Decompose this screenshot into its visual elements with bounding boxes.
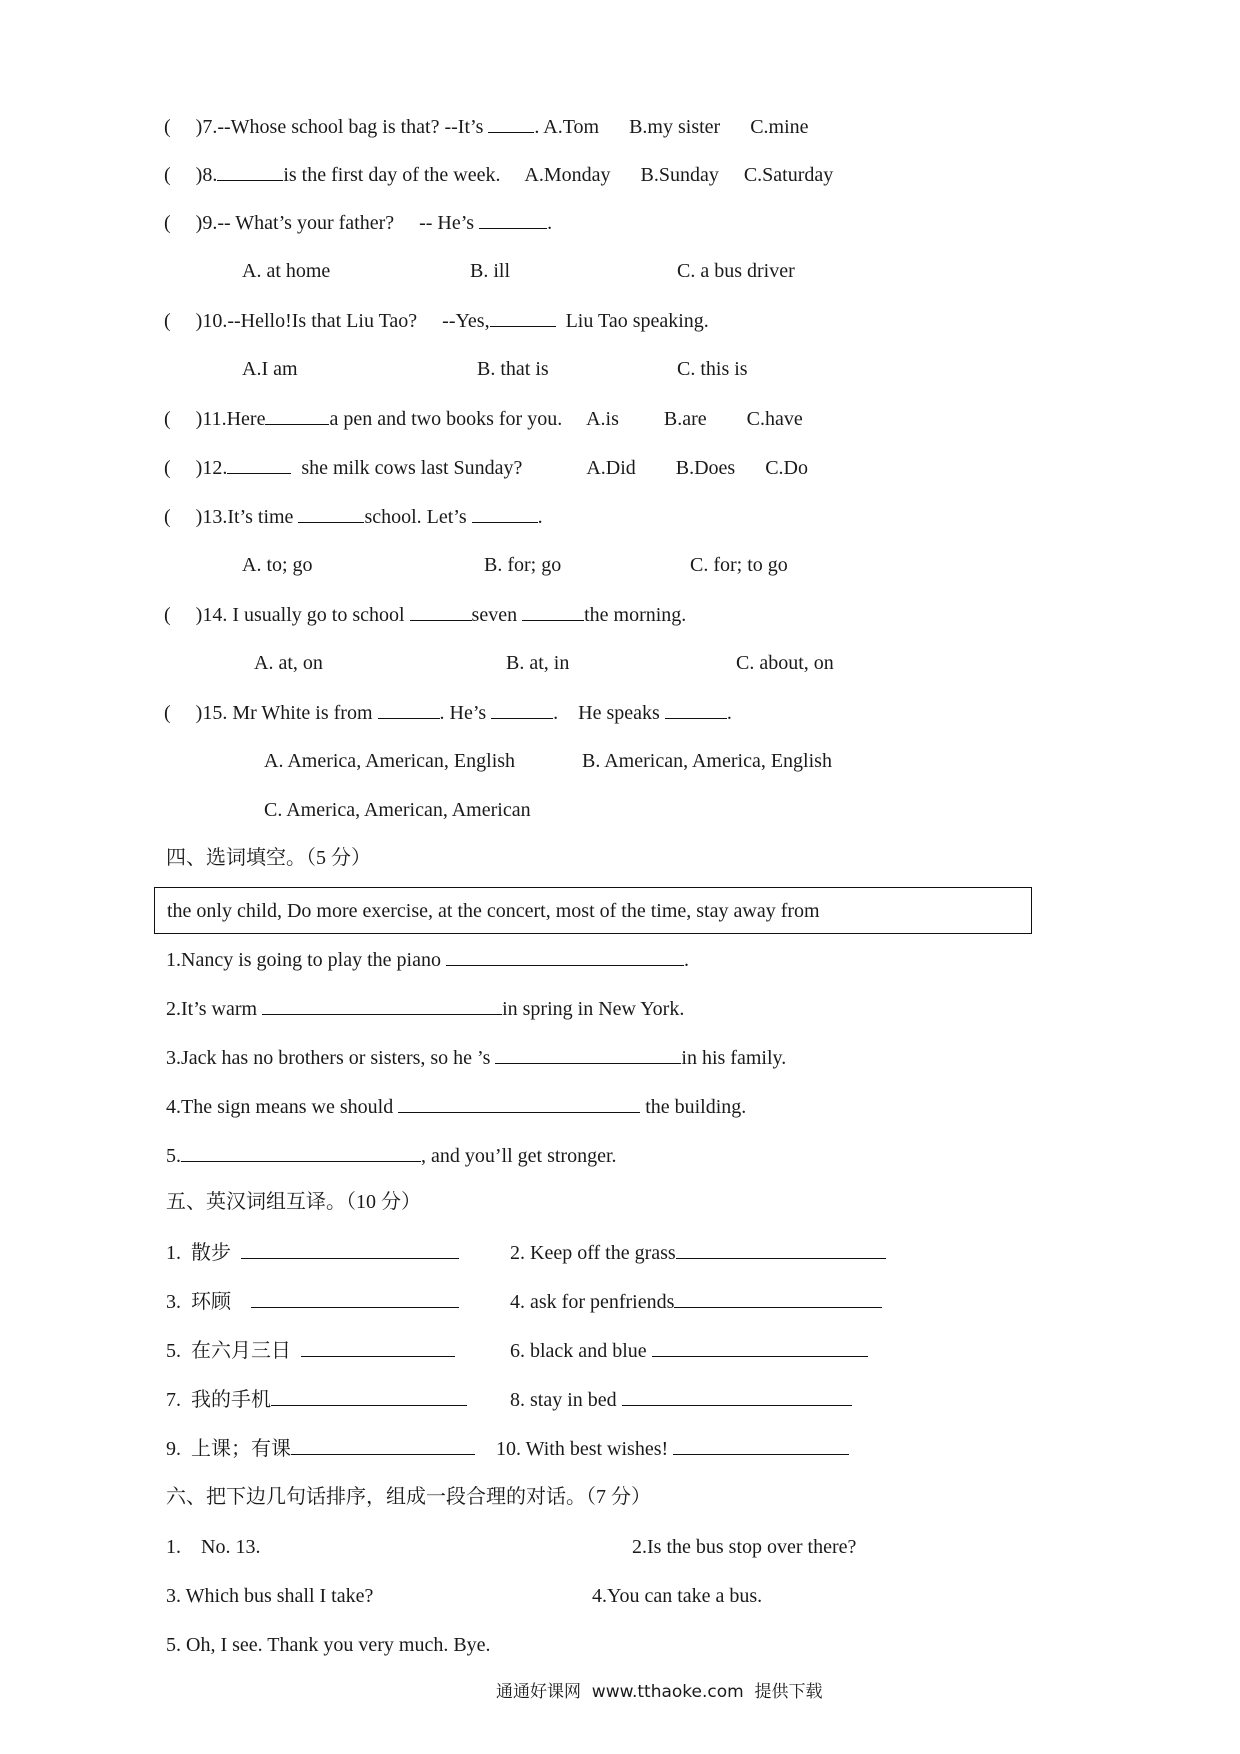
question-15: [164, 700, 732, 725]
paren: (: [164, 506, 171, 528]
question-10: [164, 308, 709, 333]
answer-blank: [488, 114, 534, 133]
dialog-sentence-5: 5. Oh, I see. Thank you very much. Bye.: [166, 1634, 491, 1656]
answer-blank: [217, 162, 283, 181]
section-4-title: 四、选词填空。（5 分）: [166, 847, 371, 869]
fill-text: 5.: [166, 1145, 181, 1167]
question-end: .: [547, 212, 553, 234]
translate-item-6: [510, 1338, 868, 1363]
translate-text: 6. black and blue: [510, 1340, 652, 1362]
paren: (: [164, 702, 171, 724]
translate-text: 7. 我的手机: [166, 1389, 271, 1411]
paren: (: [164, 212, 171, 234]
answer-blank: [301, 1338, 455, 1357]
fill-item-5: [166, 1143, 617, 1168]
answer-blank: [291, 1436, 475, 1455]
option-a: A. to; go: [242, 554, 313, 576]
option-c: C. a bus driver: [677, 260, 795, 282]
answer-blank: [227, 455, 291, 474]
translate-item-10: [496, 1436, 849, 1461]
answer-blank: [676, 1240, 886, 1259]
translate-text: 2. Keep off the grass: [510, 1242, 676, 1264]
answer-blank: [410, 602, 472, 621]
option-a: A.I am: [242, 358, 298, 380]
question-end: .: [726, 702, 732, 724]
dialog-sentence-3: 3. Which bus shall I take?: [166, 1585, 374, 1607]
question-stem: )8.: [195, 164, 218, 186]
answer-blank: [265, 406, 329, 425]
question-11: [164, 406, 803, 431]
dialog-sentence-4: 4.You can take a bus.: [592, 1585, 763, 1607]
question-end: the morning.: [584, 604, 687, 626]
answer-blank: [674, 1289, 882, 1308]
question-stem-mid: seven: [471, 604, 523, 626]
question-stem: )11.Here: [195, 408, 266, 430]
option-a: A. America, American, English: [264, 750, 516, 772]
fill-text-end: , and you’ll get stronger.: [421, 1145, 617, 1167]
question-options: is the first day of the week. A.Monday B.Sunday C.Saturday: [283, 164, 834, 186]
fill-text-end: the building.: [640, 1096, 747, 1118]
answer-blank: [251, 1289, 459, 1308]
question-stem: )9.-- What’s your father? -- He’s: [195, 212, 480, 234]
dialog-sentence-1: 1. No. 13.: [166, 1536, 261, 1558]
question-options: a pen and two books for you. A.is B.are C.have: [329, 408, 803, 430]
translate-item-4: [510, 1289, 882, 1314]
translate-item-7: [166, 1387, 467, 1412]
answer-blank: [378, 700, 440, 719]
question-stem-mid: . He’s: [439, 702, 492, 724]
translate-item-2: [510, 1240, 886, 1265]
answer-blank: [271, 1387, 467, 1406]
translate-text: 9. 上课；有课: [166, 1438, 291, 1460]
answer-blank: [491, 700, 553, 719]
question-9: [164, 210, 552, 235]
question-stem: )15. Mr White is from: [195, 702, 378, 724]
answer-blank: [181, 1143, 421, 1162]
option-a: A. at home: [242, 260, 331, 282]
translate-text: 10. With best wishes!: [496, 1438, 674, 1460]
fill-item-1: [166, 947, 689, 972]
option-c: C. about, on: [736, 652, 834, 674]
option-b: B. American, America, English: [582, 750, 832, 772]
question-options: . A.Tom B.my sister C.mine: [534, 116, 809, 138]
section-5-title: 五、英汉词组互译。（10 分）: [166, 1191, 421, 1213]
question-end: .: [537, 506, 543, 528]
translate-text: 4. ask for penfriends: [510, 1291, 675, 1313]
fill-text: 3.Jack has no brothers or sisters, so he ’s: [166, 1047, 496, 1069]
option-b: B. at, in: [506, 652, 570, 674]
answer-blank: [398, 1094, 640, 1113]
question-13: [164, 504, 543, 529]
translate-text: 3. 环顾: [166, 1291, 231, 1313]
translate-item-8: [510, 1387, 852, 1412]
option-c: C. for; to go: [690, 554, 788, 576]
answer-blank: [241, 1240, 459, 1259]
option-c: C. this is: [677, 358, 748, 380]
question-stem: )12.: [195, 457, 228, 479]
option-b: B. that is: [477, 358, 549, 380]
paren: (: [164, 310, 171, 332]
answer-blank: [446, 947, 684, 966]
translate-item-5: [166, 1338, 455, 1363]
answer-blank: [622, 1387, 852, 1406]
question-end: Liu Tao speaking.: [555, 310, 709, 332]
question-options: she milk cows last Sunday? A.Did B.Does C.Do: [291, 457, 808, 479]
translate-item-9: [166, 1436, 475, 1461]
fill-item-3: [166, 1045, 786, 1070]
question-stem-mid: school. Let’s: [364, 506, 472, 528]
question-8: [164, 162, 833, 187]
option-a: A. at, on: [254, 652, 323, 674]
translate-item-1: [166, 1240, 459, 1265]
fill-item-2: [166, 996, 684, 1021]
answer-blank: [472, 504, 538, 523]
paren: (: [164, 116, 171, 138]
question-stem: )10.--Hello!Is that Liu Tao? --Yes,: [195, 310, 490, 332]
translate-text: 8. stay in bed: [510, 1389, 622, 1411]
answer-blank: [665, 700, 727, 719]
answer-blank: [262, 996, 502, 1015]
answer-blank: [490, 308, 556, 327]
fill-text-end: in his family.: [681, 1047, 787, 1069]
answer-blank: [479, 210, 547, 229]
translate-item-3: [166, 1289, 459, 1314]
question-stem: )14. I usually go to school: [195, 604, 410, 626]
option-b: B. ill: [470, 260, 511, 282]
translate-text: 5. 在六月三日: [166, 1340, 291, 1362]
option-b: B. for; go: [484, 554, 562, 576]
paren: (: [164, 457, 171, 479]
section-6-title: 六、把下边几句话排序，组成一段合理的对话。（7 分）: [166, 1486, 651, 1508]
option-c: C. America, American, American: [264, 799, 531, 821]
fill-text-end: in spring in New York.: [502, 998, 685, 1020]
question-stem-mid: . He speaks: [553, 702, 665, 724]
fill-text: 2.It’s warm: [166, 998, 263, 1020]
question-stem: )13.It’s time: [195, 506, 299, 528]
paren: (: [164, 164, 171, 186]
paren: (: [164, 604, 171, 626]
question-7: [164, 114, 809, 139]
fill-text-end: .: [683, 949, 689, 971]
answer-blank: [652, 1338, 868, 1357]
answer-blank: [495, 1045, 681, 1064]
fill-item-4: [166, 1094, 746, 1119]
fill-text: 4.The sign means we should: [166, 1096, 399, 1118]
word-bank-box: [154, 887, 1032, 934]
answer-blank: [298, 504, 364, 523]
question-14: [164, 602, 686, 627]
word-bank: the only child, Do more exercise, at the concert, most of the time, stay away from: [167, 900, 820, 922]
question-12: [164, 455, 808, 480]
dialog-sentence-2: 2.Is the bus stop over there?: [632, 1536, 857, 1558]
answer-blank: [522, 602, 584, 621]
paren: (: [164, 408, 171, 430]
translate-text: 1. 散步: [166, 1242, 231, 1264]
question-stem: )7.--Whose school bag is that? --It’s: [195, 116, 489, 138]
footer-credit: 通通好课网 www.tthaoke.com 提供下载: [496, 1682, 823, 1702]
answer-blank: [673, 1436, 849, 1455]
fill-text: 1.Nancy is going to play the piano: [166, 949, 446, 971]
